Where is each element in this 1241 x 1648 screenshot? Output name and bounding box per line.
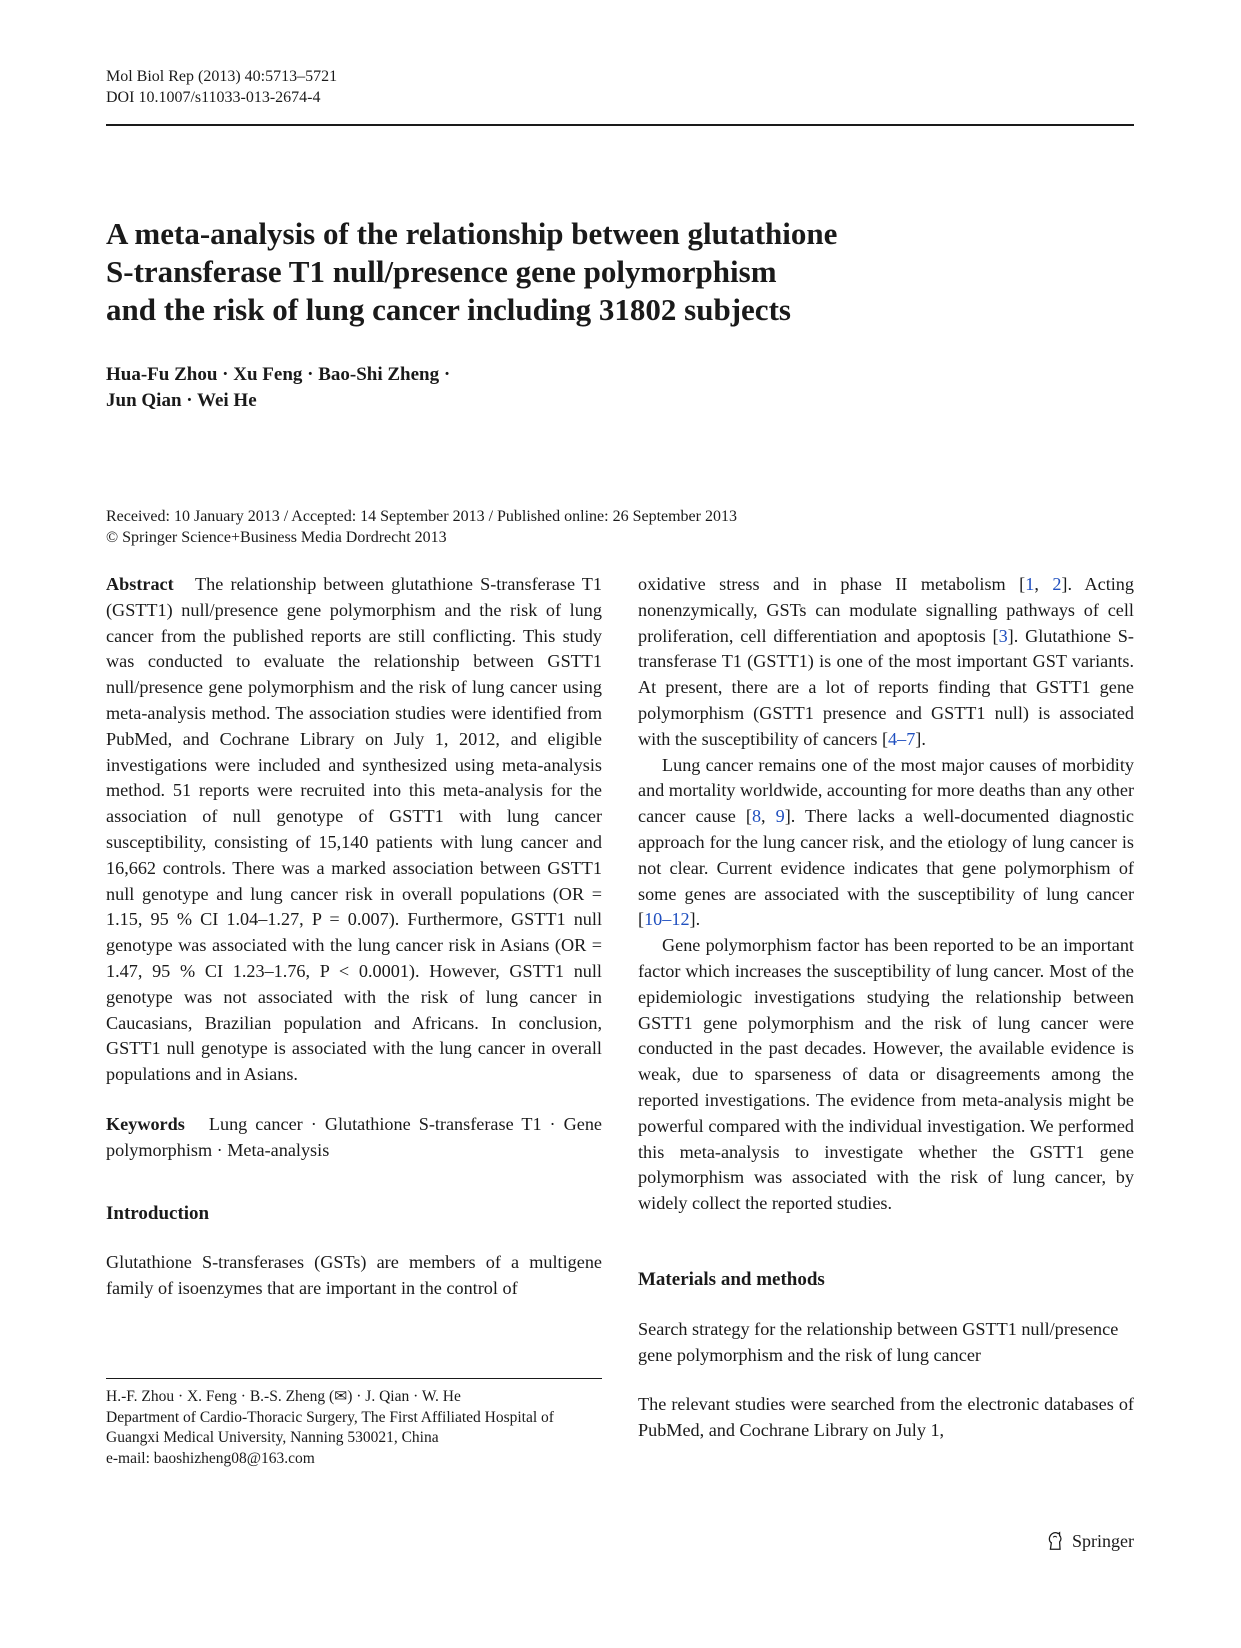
author-affiliation-footnote: [106, 1387, 602, 1469]
publisher-logo: [1044, 1530, 1134, 1552]
keywords-label: Keywords: [106, 1113, 185, 1134]
citation-link[interactable]: 10–12: [644, 909, 690, 930]
abstract-label: Abstract: [106, 574, 174, 594]
journal-citation: Mol Biol Rep (2013) 40:5713–5721: [106, 68, 338, 85]
keywords: [106, 1112, 602, 1164]
text-run: ,: [761, 806, 776, 827]
springer-horse-icon: [1044, 1530, 1066, 1552]
citation-link[interactable]: 9: [775, 806, 785, 827]
intro-paragraph-3: Gene polymorphism factor has been reported to be an important factor which increases the susceptibility of lung cancer. Most of the epidemiologic investigations studying the relationship between GSTT1 gene polymorphism and the risk of lung cancer were conducted in the past decades. However, the available evidence is weak, due to sparseness of data or disagreements among the reported investigations. The evidence from meta-analysis might be powerful compared with the individual investigation. We performed this meta-analysis to investigate whether the GSTT1 gene polymorphism was associated with the risk of lung cancer, by widely collect the reported studies.: [638, 935, 1134, 1214]
publisher-name: Springer: [1072, 1530, 1134, 1551]
publication-dates: [106, 506, 737, 548]
text-run: ,: [1034, 574, 1053, 594]
footnote-authors-part: ) · J. Qian · W. He: [347, 1388, 461, 1405]
author-list: [106, 362, 450, 414]
abstract-text: The relationship between glutathione S-transferase T1 (GSTT1) null/presence gene polymorphism and the risk of lung cancer from the published reports are still conflicting. This study was conducted to evaluate the relationship between GSTT1 null/presence gene polymorphism and the risk of lung cancer using meta-analysis method. The association studies were identified from PubMed, and Cochrane Library on July 1, 2012, and eligible investigations were included and synthesized using meta-analysis method. 51 reports were recruited into this meta-analysis for the association of null genotype of GSTT1 with lung cancer susceptibility, consisting of 15,140 patients with lung cancer and 16,662 controls. There was a marked association between GSTT1 null genotype and lung cancer risk in overall populations (OR = 1.15, 95 % CI 1.04–1.27, P = 0.007). Furthermore, GSTT1 null genotype was associated with the lung cancer risk in Asians (OR = 1.47, 95 % CI 1.23–1.76, P < 0.0001). However, GSTT1 null genotype was not associated with the risk of lung cancer in Caucasians, Brazilian population and Africans. In conclusion, GSTT1 null genotype is associated with the lung cancer in overall populations and in Asians.: [106, 574, 603, 1085]
introduction-paragraph: Glutathione S-transferases (GSTs) are members of a multigene family of isoenzymes that are important in the control of: [106, 1252, 602, 1299]
doi: DOI 10.1007/s11033-013-2674-4: [106, 89, 321, 106]
text-run: ].: [915, 728, 926, 749]
authors-line: Hua-Fu Zhou · Xu Feng · Bao-Shi Zheng ·: [106, 364, 451, 385]
citation-link[interactable]: 4–7: [888, 728, 916, 749]
footnote-department: Department of Cardio-Thoracic Surgery, The First Affiliated Hospital of Guangxi Medical University, Nanning 530021, China: [106, 1408, 554, 1446]
right-column: [638, 572, 1134, 1444]
citation-link[interactable]: 2: [1052, 574, 1062, 594]
title-line: A meta-analysis of the relationship between glutathione: [106, 216, 838, 251]
footnote-email[interactable]: e-mail: baoshizheng08@163.com: [106, 1449, 315, 1467]
introduction-heading: Introduction: [106, 1202, 210, 1224]
copyright-line: © Springer Science+Business Media Dordrecht 2013: [106, 529, 447, 546]
text-run: ]. There lacks a well-documented diagnostic approach for the lung cancer risk, and the etiology of lung cancer is not clear. Current evidence indicates that gene polymorphism of some genes are associated with the susceptibility of lung cancer [: [638, 806, 1134, 930]
title-line: S-transferase T1 null/presence gene polymorphism: [106, 254, 777, 289]
intro-paragraph-1: [638, 572, 1134, 753]
citation-link[interactable]: 8: [751, 806, 762, 827]
methods-heading: Materials and methods: [638, 1268, 825, 1290]
text-run: Lung cancer remains one of the most major causes of morbidity and mortality worldwide, accounting for more deaths than any other cancer cause [: [638, 754, 1134, 827]
footnote-authors-part: H.-F. Zhou · X. Feng · B.-S. Zheng (: [106, 1388, 335, 1405]
abstract: [106, 572, 602, 1088]
methods-paragraph: The relevant studies were searched from the electronic databases of PubMed, and Cochrane Library on July 1,: [638, 1394, 1134, 1441]
authors-line: Jun Qian · Wei He: [106, 390, 257, 411]
text-run: ].: [689, 909, 701, 930]
envelope-icon: ✉: [334, 1388, 348, 1405]
footnote-rule: [106, 1378, 602, 1379]
header-rule: [106, 124, 1134, 126]
dates-line: Received: 10 January 2013 / Accepted: 14 September 2013 / Published online: 26 September 2013: [106, 508, 737, 525]
methods-subheading: Search strategy for the relationship between GSTT1 null/presence gene polymorphism and the risk of lung cancer: [638, 1318, 1119, 1365]
citation-link[interactable]: 1: [1025, 574, 1035, 594]
keywords-text: Lung cancer · Glutathione S-transferase T1 · Gene polymorphism · Meta-analysis: [106, 1113, 602, 1160]
title-line: and the risk of lung cancer including 31802 subjects: [106, 292, 791, 327]
journal-header: [106, 66, 337, 108]
left-column: [106, 572, 602, 1302]
text-run: ]. Acting nonenzymically, GSTs can modulate signalling pathways of cell proliferation, cell differentiation and apoptosis [: [638, 574, 1134, 646]
intro-paragraph-2: [638, 753, 1134, 934]
article-title: [106, 215, 1006, 329]
text-run: ]. Glutathione S-transferase T1 (GSTT1) is one of the most important GST variants. At present, there are a lot of reports finding that GSTT1 gene polymorphism (GSTT1 presence and GSTT1 null) is associated with the susceptibility of cancers [: [638, 625, 1134, 749]
text-run: oxidative stress and in phase II metabolism [: [638, 574, 1026, 594]
citation-link[interactable]: 3: [998, 625, 1008, 646]
footnote-authors: [106, 1387, 602, 1408]
